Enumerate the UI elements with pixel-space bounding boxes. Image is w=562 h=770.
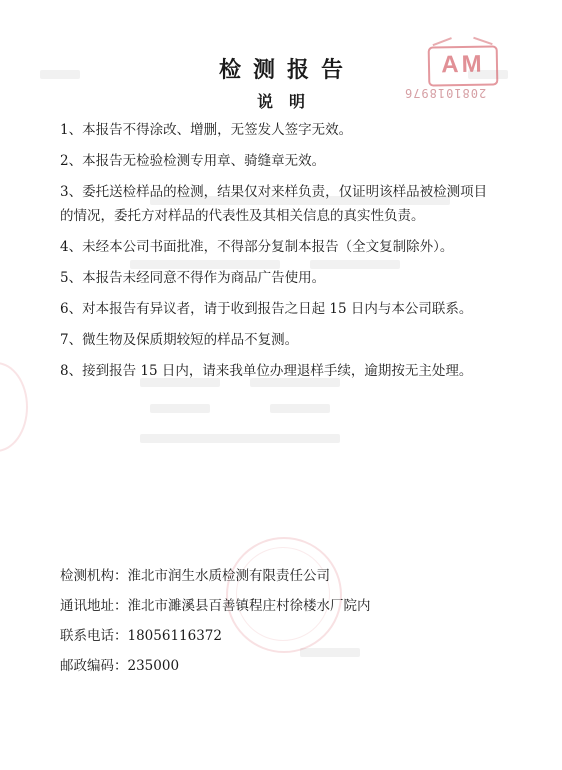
contact-postal-row	[60, 656, 500, 686]
note-item: 5、本报告未经同意不得作为商品广告使用。	[60, 270, 326, 286]
note-item: 6、对本报告有异议者，请于收到报告之日起 15 日内与本公司联系。	[60, 301, 473, 317]
contact-info	[60, 566, 500, 686]
contact-postal-label: 邮政编码：	[60, 658, 128, 674]
note-item: 1、本报告不得涂改、增删，无签发人签字无效。	[60, 122, 353, 138]
contact-postal-value: 235000	[127, 658, 180, 674]
am-certification-mark: AM	[428, 45, 499, 86]
notes-list	[60, 118, 500, 390]
note-item: 4、未经本公司书面批准，不得部分复制本报告（全文复制除外）。	[60, 239, 454, 255]
note-item: 7、微生物及保质期较短的样品不复测。	[60, 332, 299, 348]
contact-address-label: 通讯地址：	[60, 598, 128, 614]
page-title: 检测报告	[218, 57, 355, 83]
note-item: 2、本报告无检验检测专用章、骑缝章无效。	[60, 153, 326, 169]
contact-address-row	[60, 596, 500, 626]
certification-number: 2081018976	[404, 86, 487, 100]
contact-org-row	[60, 566, 500, 596]
contact-phone-label: 联系电话：	[60, 628, 128, 644]
note-item: 3、委托送检样品的检测，结果仅对来样负责，仅证明该样品被检测项目的情况，委托方对样品的代表性及其相关信息的真实性负责。	[60, 184, 488, 224]
note-item: 8、接到报告 15 日内，请来我单位办理退样手续，逾期按无主处理。	[60, 363, 473, 379]
contact-org-value: 淮北市润生水质检测有限责任公司	[127, 568, 330, 584]
contact-phone-row	[60, 626, 500, 656]
contact-org-label: 检测机构：	[60, 568, 128, 584]
contact-phone-value: 18056116372	[127, 628, 222, 644]
stitch-seal	[0, 362, 28, 452]
page-subtitle: 说明	[256, 92, 321, 111]
contact-address-value: 淮北市濉溪县百善镇程庄村徐楼水厂院内	[127, 598, 371, 614]
